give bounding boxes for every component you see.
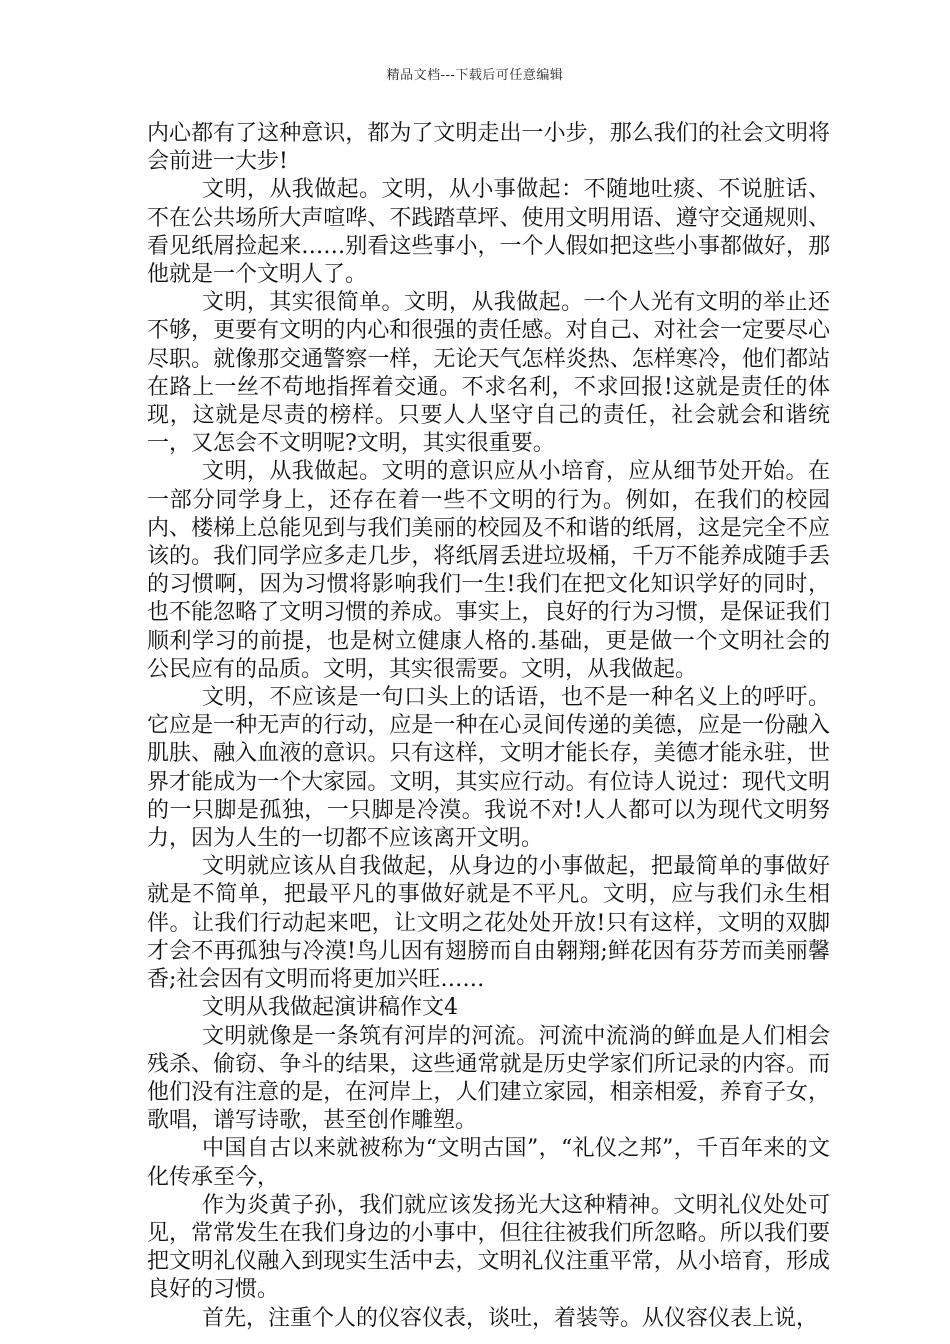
section-title: 文明从我做起演讲稿作文4 — [202, 995, 458, 1021]
paragraph-3: 文明，其实很简单。文明，从我做起。一个人光有文明的举止还不够，更要有文明的内心和很强的责任感。对自己、对社会一定要尽心尽职。就像那交通警察一样，无论天气怎样炎热、怎样寒冷，他们都站在路上一丝不苟地指挥着交通。不求名利，不求回报!这就是责任的体现，这就是尽责的榜样。只要人人坚守自己的责任，社会就会和谐统一，又怎会不文明呢?文明，其实很重要。 — [147, 290, 830, 457]
paragraph-6: 文明就应该从自我做起，从身边的小事做起，把最简单的事做好就是不简单，把最平凡的事做好就是不平凡。文明，应与我们永生相伴。让我们行动起来吧，让文明之花处处开放!只有这样，文明的双脚才会不再孤独与冷漠!鸟儿因有翅膀而自由翱翔;鲜花因有芬芳而美丽馨香;社会因有文明而将更加兴旺…… — [147, 854, 830, 993]
paragraph-10: 首先，注重个人的仪容仪表，谈吐，着装等。从仪容仪表上说， — [202, 1305, 819, 1331]
paragraph-1: 内心都有了这种意识，都为了文明走出一小步，那么我们的社会文明将会前进一大步! — [147, 121, 830, 175]
paragraph-5: 文明，不应该是一句口头上的话语，也不是一种名义上的呼吁。它应是一种无声的行动，应是一种在心灵间传递的美德，应是一份融入肌肤、融入血液的意识。只有这样，文明才能长存，美德才能永驻，世界才能成为一个大家园。文明，其实应行动。有位诗人说过：现代文明的一只脚是孤独，一只脚是冷漠。我说不对!人人都可以为现代文明努力，因为人生的一切都不应该离开文明。 — [147, 685, 830, 852]
paragraph-2: 文明，从我做起。文明，从小事做起：不随地吐痰、不说脏话、不在公共场所大声喧哗、不践踏草坪、使用文明用语、遵守交通规则、看见纸屑捡起来……别看这些事小，一个人假如把这些小事都做好，那他就是一个文明人了。 — [147, 177, 830, 288]
paragraph-4: 文明，从我做起。文明的意识应从小培育，应从细节处开始。在一部分同学身上，还存在着一些不文明的行为。例如，在我们的校园内、楼梯上总能见到与我们美丽的校园及不和谐的纸屑，这是完全不应该的。我们同学应多走几步，将纸屑丢进垃圾桶，千万不能养成随手丢的习惯啊，因为习惯将影响我们一生!我们在把文化知识学好的同时，也不能忽略了文明习惯的养成。事实上，良好的行为习惯，是保证我们顺利学习的前提，也是树立健康人格的.基础，更是做一个文明社会的公民应有的品质。文明，其实很需要。文明，从我做起。 — [147, 459, 830, 682]
paragraph-8: 中国自古以来就被称为“文明古国”，“礼仪之邦”，千百年来的文化传承至今， — [147, 1136, 830, 1190]
document-body — [147, 120, 830, 1333]
page-header: 精品文档---下载后可任意编辑 — [386, 68, 564, 83]
paragraph-7: 文明就像是一条筑有河岸的河流。河流中流淌的鲜血是人们相会残杀、偷窃、争斗的结果，这些通常就是历史学家们所记录的内容。而他们没有注意的是，在河岸上，人们建立家园，相亲相爱，养育子女，歌唱，谱写诗歌，甚至创作雕塑。 — [147, 1023, 830, 1134]
paragraph-9: 作为炎黄子孙，我们就应该发扬光大这种精神。文明礼仪处处可见，常常发生在我们身边的小事中，但往往被我们所忽略。所以我们要把文明礼仪融入到现实生活中去，文明礼仪注重平常，从小培育，形成良好的习惯。 — [147, 1192, 830, 1303]
